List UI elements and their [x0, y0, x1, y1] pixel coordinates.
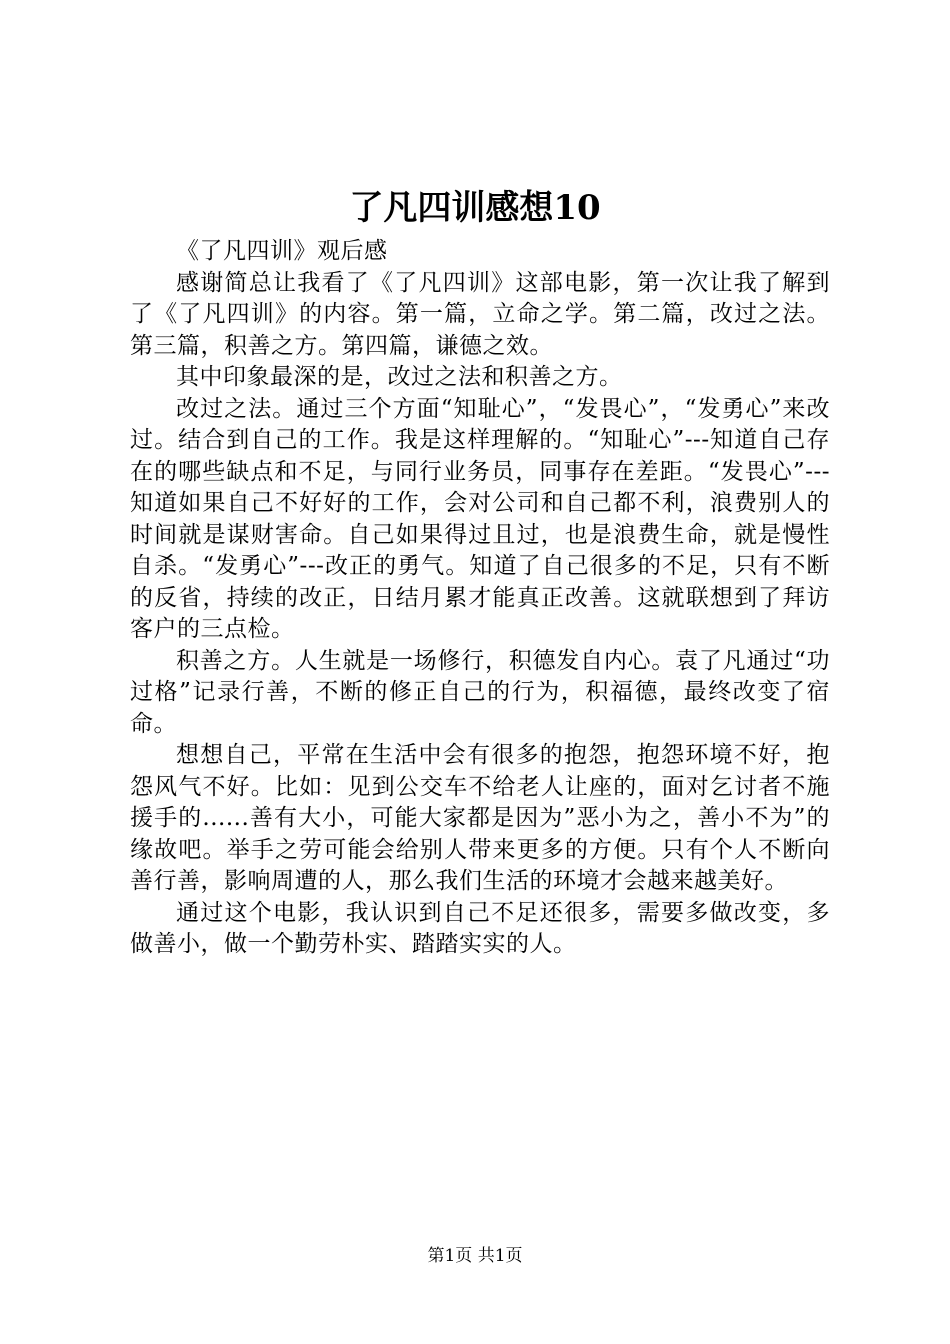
page-footer: 第1页 共1页	[427, 1246, 523, 1266]
document-title: 了凡四训感想10	[349, 188, 601, 228]
paragraph: 想想自己，平常在生活中会有很多的抱怨，抱怨环境不好，抱怨风气不好。比如：见到公交车不给老人让座的，面对乞讨者不施援手的......善有大小，可能大家都是因为”恶小为之，善小不为”的缘故吧。举手之劳可能会给别人带来更多的方便。只有个人不断向善行善，影响周遭的人，那么我们生活的环境才会越来越美好。	[130, 742, 830, 894]
paragraph: 其中印象最深的是，改过之法和积善之方。	[176, 364, 623, 390]
paragraph-subtitle: 《了凡四训》观后感	[176, 238, 388, 264]
document-body	[130, 236, 830, 961]
paragraph: 积善之方。人生就是一场修行，积德发自内心。袁了凡通过“功过格”记录行善，不断的修正自己的行为，积福德，最终改变了宿命。	[130, 647, 830, 737]
paragraph: 改过之法。通过三个方面“知耻心”，“发畏心”，“发勇心”来改过。结合到自己的工作。我是这样理解的。“知耻心”---知道自己存在的哪些缺点和不足，与同行业务员，同事存在差距。“发畏心”---知道如果自己不好好的工作，会对公司和自己都不利，浪费别人的时间就是谋财害命。自己如果得过且过，也是浪费生命，就是慢性自杀。“发勇心”---改正的勇气。知道了自己很多的不足，只有不断的反省，持续的改正，日结月累才能真正改善。这就联想到了拜访客户的三点检。	[130, 395, 830, 642]
paragraph: 通过这个电影，我认识到自己不足还很多，需要多做改变，多做善小，做一个勤劳朴实、踏踏实实的人。	[130, 899, 830, 957]
paragraph: 感谢简总让我看了《了凡四训》这部电影，第一次让我了解到了《了凡四训》的内容。第一篇，立命之学。第二篇，改过之法。第三篇，积善之方。第四篇，谦德之效。	[130, 269, 830, 359]
